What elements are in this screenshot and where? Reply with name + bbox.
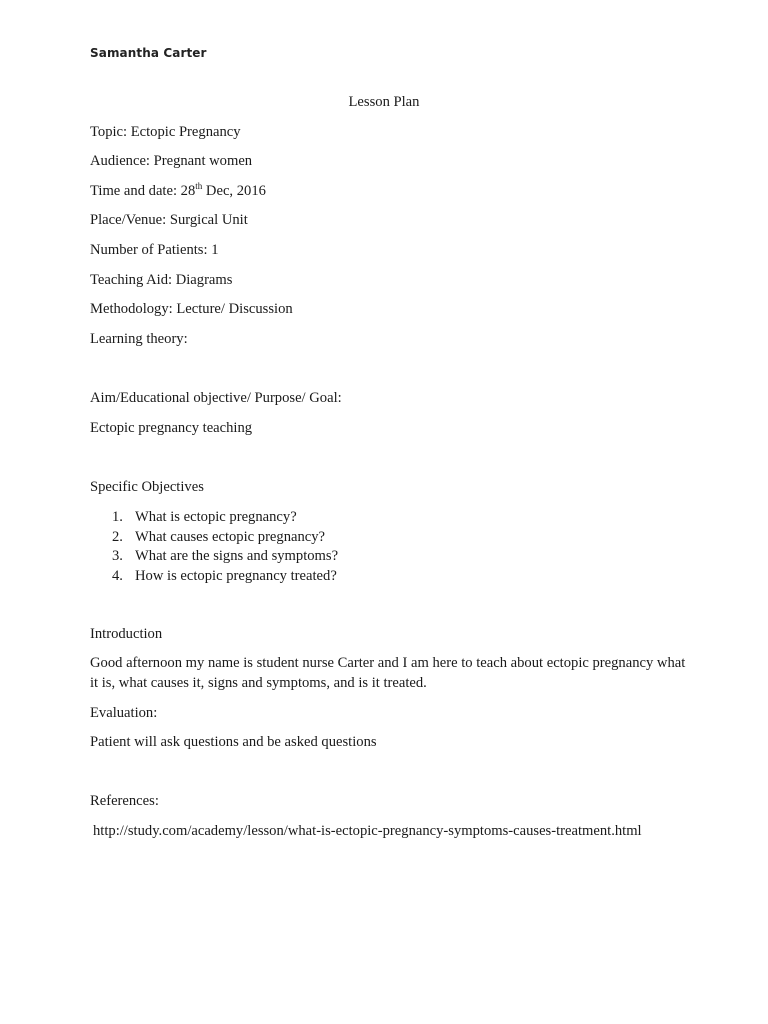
list-item-text: What is ectopic pregnancy? (135, 509, 297, 525)
evaluation-text: Patient will ask questions and be asked questions (90, 734, 377, 750)
place-line: Place/Venue: Surgical Unit (90, 212, 248, 228)
teaching-aid-line: Teaching Aid: Diagrams (90, 272, 233, 288)
document-title: Lesson Plan (348, 94, 420, 110)
list-item-text: How is ectopic pregnancy treated? (135, 567, 337, 584)
list-item-text: What are the signs and symptoms? (135, 548, 339, 564)
list-item-number: 4. (112, 567, 123, 584)
list-item-number: 3. (112, 548, 123, 564)
time-date-prefix: Time and date: 28 (90, 183, 196, 199)
introduction-text: Good afternoon my name is student nurse Carter and I am here to teach about ectopic pregnancy what it is, what causes it, signs and symptoms, and is it treated. (90, 655, 686, 691)
aim-heading: Aim/Educational objective/ Purpose/ Goal: (90, 390, 342, 406)
patients-line: Number of Patients: 1 (90, 242, 219, 258)
methodology-line: Methodology: Lecture/ Discussion (90, 301, 293, 317)
audience-line: Audience: Pregnant women (90, 153, 253, 169)
time-date-suffix: Dec, 2016 (202, 183, 266, 199)
references-heading: References: (90, 793, 159, 809)
list-item-number: 2. (112, 528, 123, 545)
author-name: Samantha Carter (90, 46, 207, 60)
learning-theory-line: Learning theory: (90, 331, 188, 347)
list-item-number: 1. (112, 509, 123, 525)
time-date-line (90, 182, 266, 200)
list-item-text: What causes ectopic pregnancy? (135, 528, 326, 545)
objectives-heading: Specific Objectives (90, 479, 204, 495)
introduction-heading: Introduction (90, 626, 163, 642)
evaluation-heading: Evaluation: (90, 705, 158, 721)
time-date-superscript: th (195, 181, 203, 191)
aim-text: Ectopic pregnancy teaching (90, 420, 253, 436)
reference-link[interactable]: http://study.com/academy/lesson/what-is-ectopic-pregnancy-symptoms-causes-treatment.html (93, 823, 642, 839)
topic-line: Topic: Ectopic Pregnancy (90, 124, 241, 140)
